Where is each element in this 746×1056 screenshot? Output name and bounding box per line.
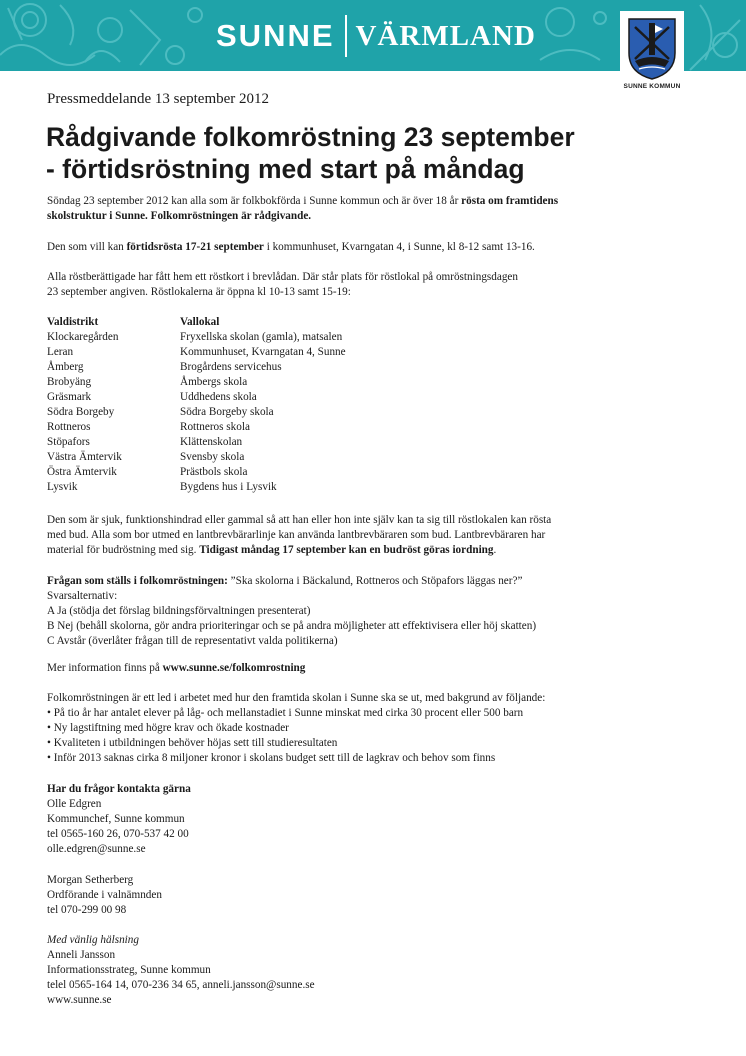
intro-highlight-2: skolstruktur i Sunne. Folkomröstningen är rådgivande.: [47, 210, 312, 222]
district-cell: Rottneros: [47, 421, 91, 433]
brand-varmland: VÄRMLAND: [355, 19, 536, 52]
location-cell: Kommunhuset, Kvarngatan 4, Sunne: [180, 346, 346, 358]
district-cell: Klockaregården: [47, 331, 119, 343]
location-cell: Brogårdens servicehus: [180, 361, 282, 373]
page-title: [46, 121, 726, 185]
proxy-line-3: material för budröstning med sig.: [47, 544, 200, 556]
contact-1-role: Kommunchef, Sunne kommun: [47, 813, 185, 825]
early-vote-location: i kommunhuset, Kvarngatan 4, i Sunne, kl 8-12 samt 13-16.: [263, 241, 535, 253]
location-cell: Svensby skola: [180, 451, 245, 463]
table-row: [47, 465, 346, 480]
contact-2-role: Ordförande i valnämnden: [47, 889, 162, 901]
location-cell: Bygdens hus i Lysvik: [180, 481, 277, 493]
district-cell: Lysvik: [47, 481, 78, 493]
district-cell: Brobyäng: [47, 376, 92, 388]
more-info-paragraph: [47, 661, 707, 676]
signoff-role: Informationsstrateg, Sunne kommun: [47, 964, 211, 976]
district-cell: Västra Ämtervik: [47, 451, 122, 463]
location-cell: Klättenskolan: [180, 436, 243, 448]
intro-text: Söndag 23 september 2012 kan alla som är folkbokförda i Sunne kommun och är över 18 år: [47, 195, 462, 207]
background-paragraph: [47, 691, 707, 766]
bullet-item: • På tio år har antalet elever på låg- och mellanstadiet i Sunne minskat med cirka 30 procent eller 500 barn: [47, 707, 524, 719]
question-text: ”Ska skolorna i Bäckalund, Rottneros och Stöpafors läggas ner?”: [227, 575, 523, 587]
contact-1-email[interactable]: olle.edgren@sunne.se: [47, 843, 146, 855]
signoff-web[interactable]: www.sunne.se: [47, 994, 112, 1006]
brand-divider: [345, 15, 347, 57]
contact-2: [47, 873, 707, 918]
contact-2-phone: tel 070-299 00 98: [47, 904, 127, 916]
district-header: Valdistrikt: [47, 316, 99, 328]
more-info-link[interactable]: www.sunne.se/folkomrostning: [162, 662, 306, 674]
district-cell: Östra Ämtervik: [47, 466, 117, 478]
alternatives-label: Svarsalternativ:: [47, 590, 118, 602]
question-label: Frågan som ställs i folkomröstningen:: [47, 575, 228, 587]
voting-card-line-1: Alla röstberättigade har fått hem ett röstkort i brevlådan. Där står plats för röstlokal på omröstningsdagen: [47, 271, 518, 283]
table-row: [47, 480, 346, 495]
contact-2-name: Morgan Setherberg: [47, 874, 134, 886]
contact-1-phone: tel 0565-160 26, 070-537 42 00: [47, 828, 189, 840]
intro-paragraph: [47, 194, 707, 224]
proxy-line-1: Den som är sjuk, funktionshindrad eller gammal så att han eller hon inte själv kan ta sig till röstlokalen kan rösta: [47, 514, 552, 526]
title-line-2: - förtidsröstning med start på måndag: [46, 154, 525, 184]
proxy-period: .: [493, 544, 497, 556]
signoff-phone: telel 0565-164 14, 070-236 34 65, anneli.jansson@sunne.se: [47, 979, 315, 991]
bullet-item: • Kvaliteten i utbildningen behöver höjas sett till studieresultaten: [47, 737, 338, 749]
table-row: [47, 405, 346, 420]
voting-card-paragraph: [47, 270, 707, 300]
signoff-greeting: Med vänlig hälsning: [47, 934, 139, 946]
background-intro: Folkomröstningen är ett led i arbetet med hur den framtida skolan i Sunne ska se ut, med bakgrund av följande:: [47, 692, 546, 704]
bullet-item: • Inför 2013 saknas cirka 8 miljoner kronor i skolans budget sett till de lagkrav och behov som finns: [47, 752, 496, 764]
proxy-deadline: Tidigast måndag 17 september kan en budröst göras iordning: [199, 544, 494, 556]
location-cell: Åmbergs skola: [180, 376, 248, 388]
proxy-line-2: med bud. Alla som bor utmed en lantbrevbärarlinje kan använda lantbrevbäraren som bud. Lantbrevbäraren har: [47, 529, 546, 541]
table-row: [47, 435, 346, 450]
table-row: [47, 450, 346, 465]
table-row: [47, 360, 346, 375]
question-paragraph: [47, 574, 707, 649]
intro-highlight: rösta om framtidens: [461, 195, 559, 207]
district-cell: Södra Borgeby: [47, 406, 115, 418]
title-line-1: Rådgivande folkomröstning 23 september: [46, 122, 575, 152]
more-info-text: Mer information finns på: [47, 662, 163, 674]
brand-sunne: SUNNE: [216, 18, 335, 53]
crest-caption: SUNNE KOMMUN: [623, 83, 681, 90]
bullet-item: • Ny lagstiftning med högre krav och ökade kostnader: [47, 722, 289, 734]
table-row: [47, 330, 346, 345]
contacts-section: [47, 782, 707, 857]
table-header: [47, 315, 346, 330]
location-cell: Rottneros skola: [180, 421, 250, 433]
voting-card-line-2: 23 september angiven. Röstlokalerna är öppna kl 10-13 samt 15-19:: [47, 286, 351, 298]
contact-1-name: Olle Edgren: [47, 798, 102, 810]
alternative-a: A Ja (stödja det förslag bildningsförvaltningen presenterat): [47, 605, 311, 617]
crest-shield-icon: [627, 17, 677, 81]
contacts-heading: Har du frågor kontakta gärna: [47, 783, 191, 795]
early-vote-text: Den som vill kan: [47, 241, 127, 253]
location-cell: Uddhedens skola: [180, 391, 257, 403]
table-row: [47, 420, 346, 435]
table-row: [47, 375, 346, 390]
brand-logo: [216, 14, 536, 58]
table-row: [47, 390, 346, 405]
signoff: [47, 933, 707, 1008]
location-cell: Fryxellska skolan (gamla), matsalen: [180, 331, 343, 343]
municipal-crest: [620, 11, 684, 97]
districts-table: [47, 315, 346, 495]
signoff-name: Anneli Jansson: [47, 949, 116, 961]
district-cell: Stöpafors: [47, 436, 90, 448]
district-cell: Åmberg: [47, 361, 84, 373]
location-header: Vallokal: [180, 316, 220, 328]
alternative-c: C Avstår (överlåter frågan till de representativt valda politikerna): [47, 635, 338, 647]
early-vote-dates: förtidsrösta 17-21 september: [126, 241, 264, 253]
early-vote-paragraph: [47, 240, 707, 255]
location-cell: Södra Borgeby skola: [180, 406, 274, 418]
location-cell: Prästbols skola: [180, 466, 248, 478]
district-cell: Gräsmark: [47, 391, 92, 403]
proxy-vote-paragraph: [47, 513, 707, 558]
alternative-b: B Nej (behåll skolorna, gör andra prioriteringar och se på andra möjligheter att effektivisera eller höj skatten): [47, 620, 537, 632]
district-cell: Leran: [47, 346, 74, 358]
table-row: [47, 345, 346, 360]
press-release-date: Pressmeddelande 13 september 2012: [47, 91, 270, 107]
